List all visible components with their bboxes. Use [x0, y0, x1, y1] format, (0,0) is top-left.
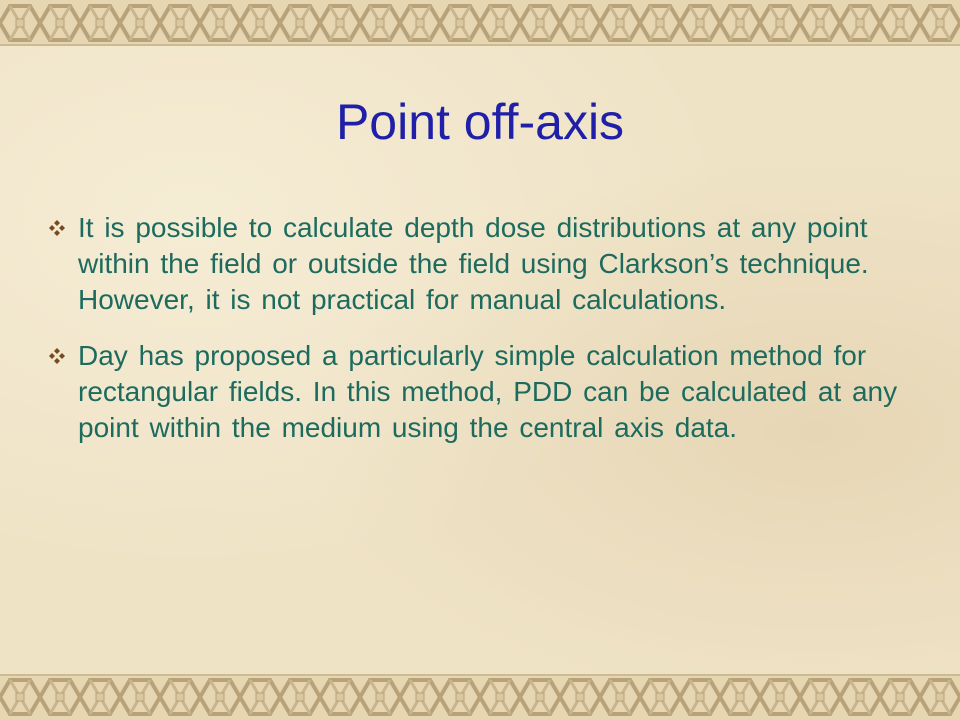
four-diamond-bullet-icon [48, 347, 66, 365]
decorative-bottom-border [0, 674, 960, 720]
bullet-text: It is possible to calculate depth dose distributions at any point within the field or outside the field using Clarkson’s technique. However, it is not practical for manual calculations. [78, 212, 869, 315]
bullet-text: Day has proposed a particularly simple calculation method for rectangular fields. In this method, PDD can be calculated at any point within the medium using the central axis data. [78, 340, 898, 443]
four-diamond-bullet-icon [48, 219, 66, 237]
bullet-item [46, 210, 906, 318]
bullet-item [46, 338, 906, 446]
bullet-list [46, 210, 906, 466]
slide-title: Point off-axis [335, 94, 625, 150]
decorative-top-border [0, 0, 960, 46]
